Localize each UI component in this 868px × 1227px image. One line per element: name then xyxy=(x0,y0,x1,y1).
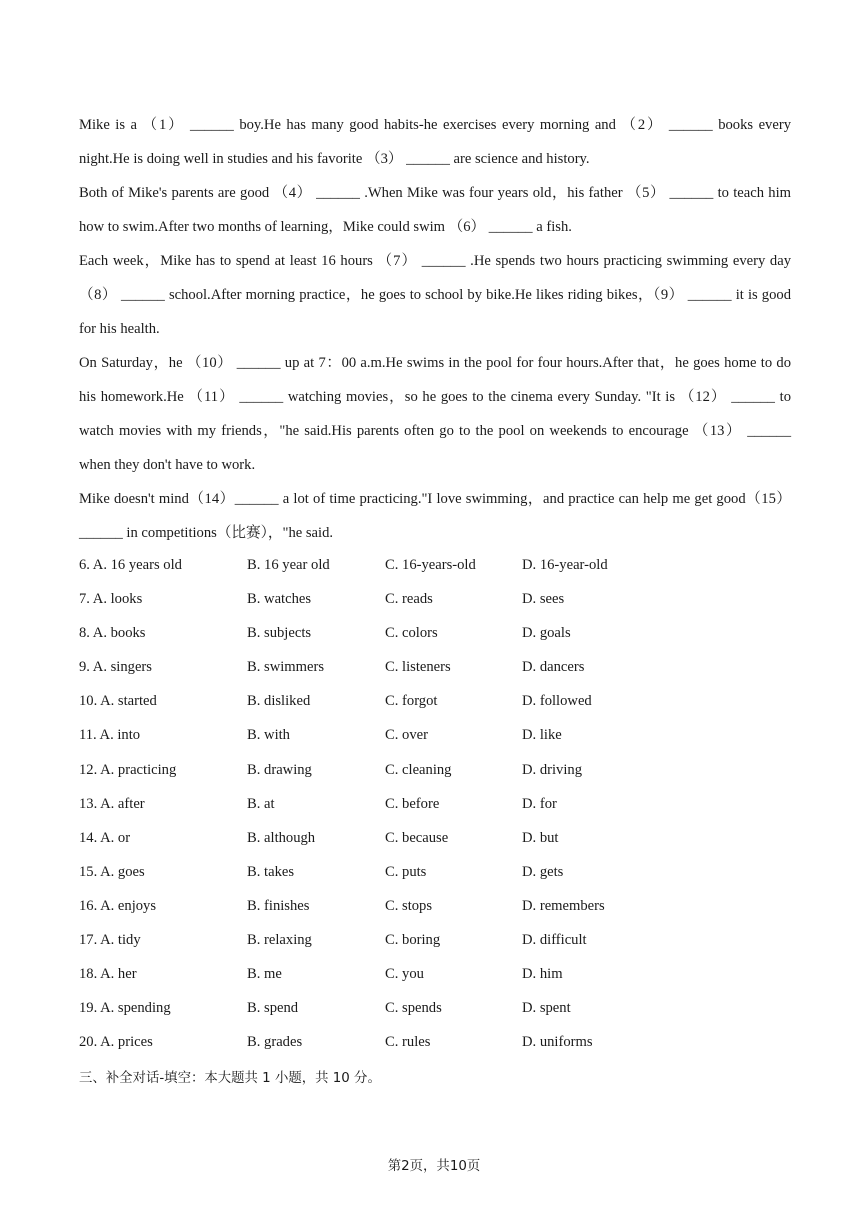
option-d: D. for xyxy=(522,795,557,812)
option-b: B. subjects xyxy=(247,625,312,642)
option-c: C. over xyxy=(385,727,428,744)
option-a: 10. A. started xyxy=(79,693,157,710)
option-c: C. stops xyxy=(385,897,433,914)
option-c: C. reads xyxy=(385,591,433,608)
page-footer: 第2页，共10页 xyxy=(387,1159,481,1174)
option-d: D. 16-year-old xyxy=(522,557,608,573)
option-c: C. spends xyxy=(385,1000,442,1017)
option-a: 17. A. tidy xyxy=(79,932,141,949)
option-d: D. gets xyxy=(522,863,564,880)
option-b: B. watches xyxy=(247,591,312,608)
option-b: B. with xyxy=(247,727,290,744)
option-d: D. difficult xyxy=(522,932,587,949)
option-d: D. followed xyxy=(522,693,592,710)
option-b: B. finishes xyxy=(247,897,310,914)
option-c: C. forgot xyxy=(385,693,438,710)
option-row xyxy=(79,889,791,923)
option-c: C. 16-years-old xyxy=(385,557,476,573)
option-row xyxy=(79,753,791,787)
option-a: 15. A. goes xyxy=(79,863,145,880)
option-a: 9. A. singers xyxy=(79,659,152,676)
option-b: B. drawing xyxy=(247,761,312,778)
option-a: 14. A. or xyxy=(79,829,131,846)
option-c: C. colors xyxy=(385,625,438,642)
option-row xyxy=(79,991,791,1025)
option-row xyxy=(79,1025,791,1059)
option-d: D. spent xyxy=(522,1000,571,1017)
option-row xyxy=(79,718,791,752)
option-a: 7. A. looks xyxy=(79,591,143,608)
option-row xyxy=(79,548,791,582)
option-b: B. spend xyxy=(247,1000,299,1017)
option-b: B. at xyxy=(247,795,275,812)
option-a: 11. A. into xyxy=(79,727,141,744)
passage-paragraph: Mike is a （1） ______ boy.He has many good habits-he exercises every morning and （2） ______ books every night.He is doing well in studies and his favorite （3） ______ are science and history. xyxy=(79,117,791,167)
option-d: D. him xyxy=(522,966,563,983)
option-d: D. uniforms xyxy=(522,1034,593,1051)
option-a: 18. A. her xyxy=(79,966,137,983)
option-b: B. takes xyxy=(247,863,295,880)
option-b: B. 16 year old xyxy=(247,557,330,573)
option-a: 20. A. prices xyxy=(79,1034,153,1051)
option-c: C. you xyxy=(385,966,424,983)
option-b: B. although xyxy=(247,829,316,846)
option-c: C. listeners xyxy=(385,659,451,676)
option-c: C. cleaning xyxy=(385,761,452,778)
option-d: D. dancers xyxy=(522,659,585,676)
option-row xyxy=(79,582,791,616)
option-a: 13. A. after xyxy=(79,795,145,812)
answer-options xyxy=(79,548,791,1059)
option-row xyxy=(79,957,791,991)
option-c: C. before xyxy=(385,795,440,812)
option-row xyxy=(79,684,791,718)
option-b: B. me xyxy=(247,966,282,983)
option-a: 12. A. practicing xyxy=(79,761,177,778)
option-b: B. relaxing xyxy=(247,932,312,949)
option-a: 19. A. spending xyxy=(79,1000,171,1017)
option-c: C. rules xyxy=(385,1034,431,1051)
option-row xyxy=(79,650,791,684)
section-heading: 三、补全对话-填空：本大题共 1 小题，共 10 分。 xyxy=(79,1071,381,1086)
option-d: D. goals xyxy=(522,625,571,642)
option-d: D. driving xyxy=(522,761,582,778)
option-b: B. grades xyxy=(247,1034,303,1051)
option-d: D. remembers xyxy=(522,897,605,914)
option-c: C. because xyxy=(385,829,449,846)
passage-paragraph: Each week，Mike has to spend at least 16 hours （7） ______ .He spends two hours practicing swimming every day （8） ______ school.After morning practice，he goes to school by bike.He likes riding bikes，（9） ______ it is good for his health. xyxy=(79,253,791,337)
option-d: D. like xyxy=(522,727,562,744)
option-d: D. but xyxy=(522,829,559,846)
option-c: C. puts xyxy=(385,863,427,880)
option-c: C. boring xyxy=(385,932,441,949)
cloze-passage xyxy=(79,108,791,550)
option-row xyxy=(79,787,791,821)
option-b: B. disliked xyxy=(247,693,311,710)
option-row xyxy=(79,616,791,650)
option-row xyxy=(79,855,791,889)
passage-paragraph: On Saturday，he （10） ______ up at 7：00 a.m.He swims in the pool for four hours.After that，he goes home to do his homework.He （11） ______ watching movies，so he goes to the cinema every Sunday. "It is （12） ______ to watch movies with my friends，"he said.His parents often go to the pool on weekends to encourage （13） ______ when they don't have to work. xyxy=(79,355,791,473)
passage-paragraph: Both of Mike's parents are good （4） ______ .When Mike was four years old，his father （5） ______ to teach him how to swim.After two months of learning，Mike could swim （6） ______ a fish. xyxy=(79,185,791,235)
option-a: 6. A. 16 years old xyxy=(79,557,182,573)
option-b: B. swimmers xyxy=(247,659,325,676)
option-d: D. sees xyxy=(522,591,565,608)
option-a: 8. A. books xyxy=(79,625,146,642)
option-a: 16. A. enjoys xyxy=(79,897,157,914)
passage-paragraph: Mike doesn't mind（14）______ a lot of time practicing."I love swimming，and practice can help me get good（15）______ in competitions（比赛），"he said. xyxy=(79,491,791,541)
option-row xyxy=(79,821,791,855)
option-row xyxy=(79,923,791,957)
